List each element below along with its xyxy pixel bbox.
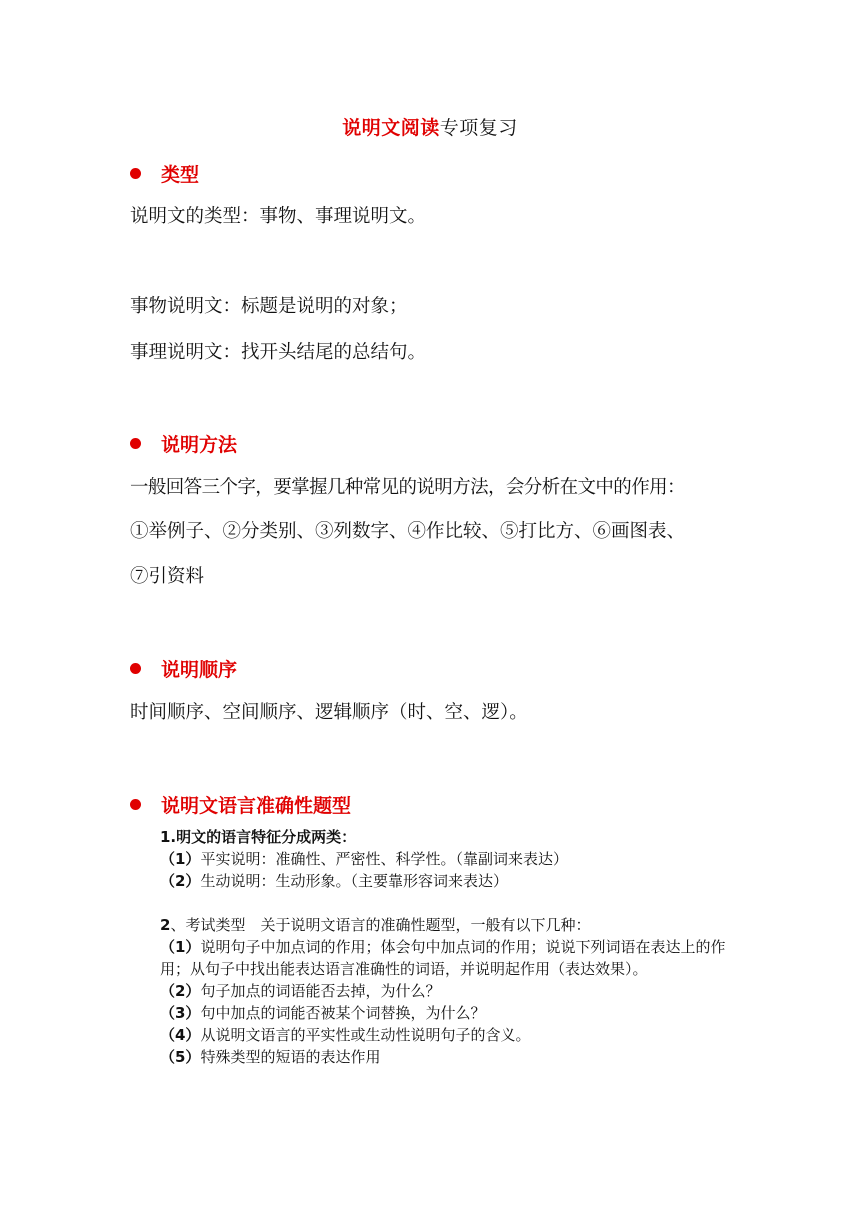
list-item: （2）句子加点的词语能否去掉，为什么？ — [160, 982, 441, 1000]
paragraph: 事理说明文：找开头结尾的总结句。 — [130, 342, 427, 363]
section-heading-methods — [130, 430, 237, 457]
bullet-icon — [130, 799, 141, 810]
title-highlight: 说明文阅读 — [342, 117, 440, 139]
paragraph: 说明文的类型：事物、事理说明文。 — [130, 206, 427, 227]
paragraph: 事物说明文：标题是说明的对象； — [130, 296, 408, 317]
paragraph: 时间顺序、空间顺序、逻辑顺序（时、空、逻）。 — [130, 702, 528, 723]
list-heading: 2、考试类型 关于说明文语言的准确性题型，一般有以下几种： — [160, 916, 591, 934]
paragraph: 一般回答三个字，要掌握几种常见的说明方法，会分析在文中的作用： — [130, 477, 685, 498]
title-rest: 专项复习 — [439, 117, 518, 139]
list-item: （1）说明句子中加点词的作用；体会句中加点词的作用；说说下列词语在表达上的作用；从句子中找出能表达语言准确性的词语，并说明起作用（表达效果）。 — [160, 938, 726, 978]
bullet-icon — [130, 438, 141, 449]
section-heading-label: 说明顺序 — [161, 659, 238, 681]
bullet-icon — [130, 168, 141, 179]
list-item: （2）生动说明：生动形象。（主要靠形容词来表达） — [160, 872, 508, 890]
section-heading-label: 说明方法 — [161, 434, 238, 456]
list-item: （3）句中加点的词能否被某个词替换，为什么？ — [160, 1004, 486, 1022]
list-item: （4）从说明文语言的平实性或生动性说明句子的含义。 — [160, 1026, 531, 1044]
section-heading-order — [130, 655, 237, 682]
list-item: （5）特殊类型的短语的表达作用 — [160, 1048, 381, 1066]
paragraph: ⑦引资料 — [130, 566, 205, 587]
section-heading-label: 说明文语言准确性题型 — [161, 795, 352, 817]
paragraph: ①举例子、②分类别、③列数字、④作比较、⑤打比方、⑥画图表、 — [130, 521, 686, 542]
list-heading: 1.明文的语言特征分成两类： — [160, 828, 357, 846]
exam-types-block — [160, 914, 740, 1068]
section-heading-label: 类型 — [161, 164, 200, 186]
page-title — [0, 113, 860, 140]
section-heading-language — [130, 791, 351, 818]
section-heading-types — [130, 160, 199, 187]
list-item: （1）平实说明：准确性、严密性、科学性。（靠副词来表达） — [160, 850, 568, 868]
language-features-block — [160, 826, 740, 892]
bullet-icon — [130, 663, 141, 674]
